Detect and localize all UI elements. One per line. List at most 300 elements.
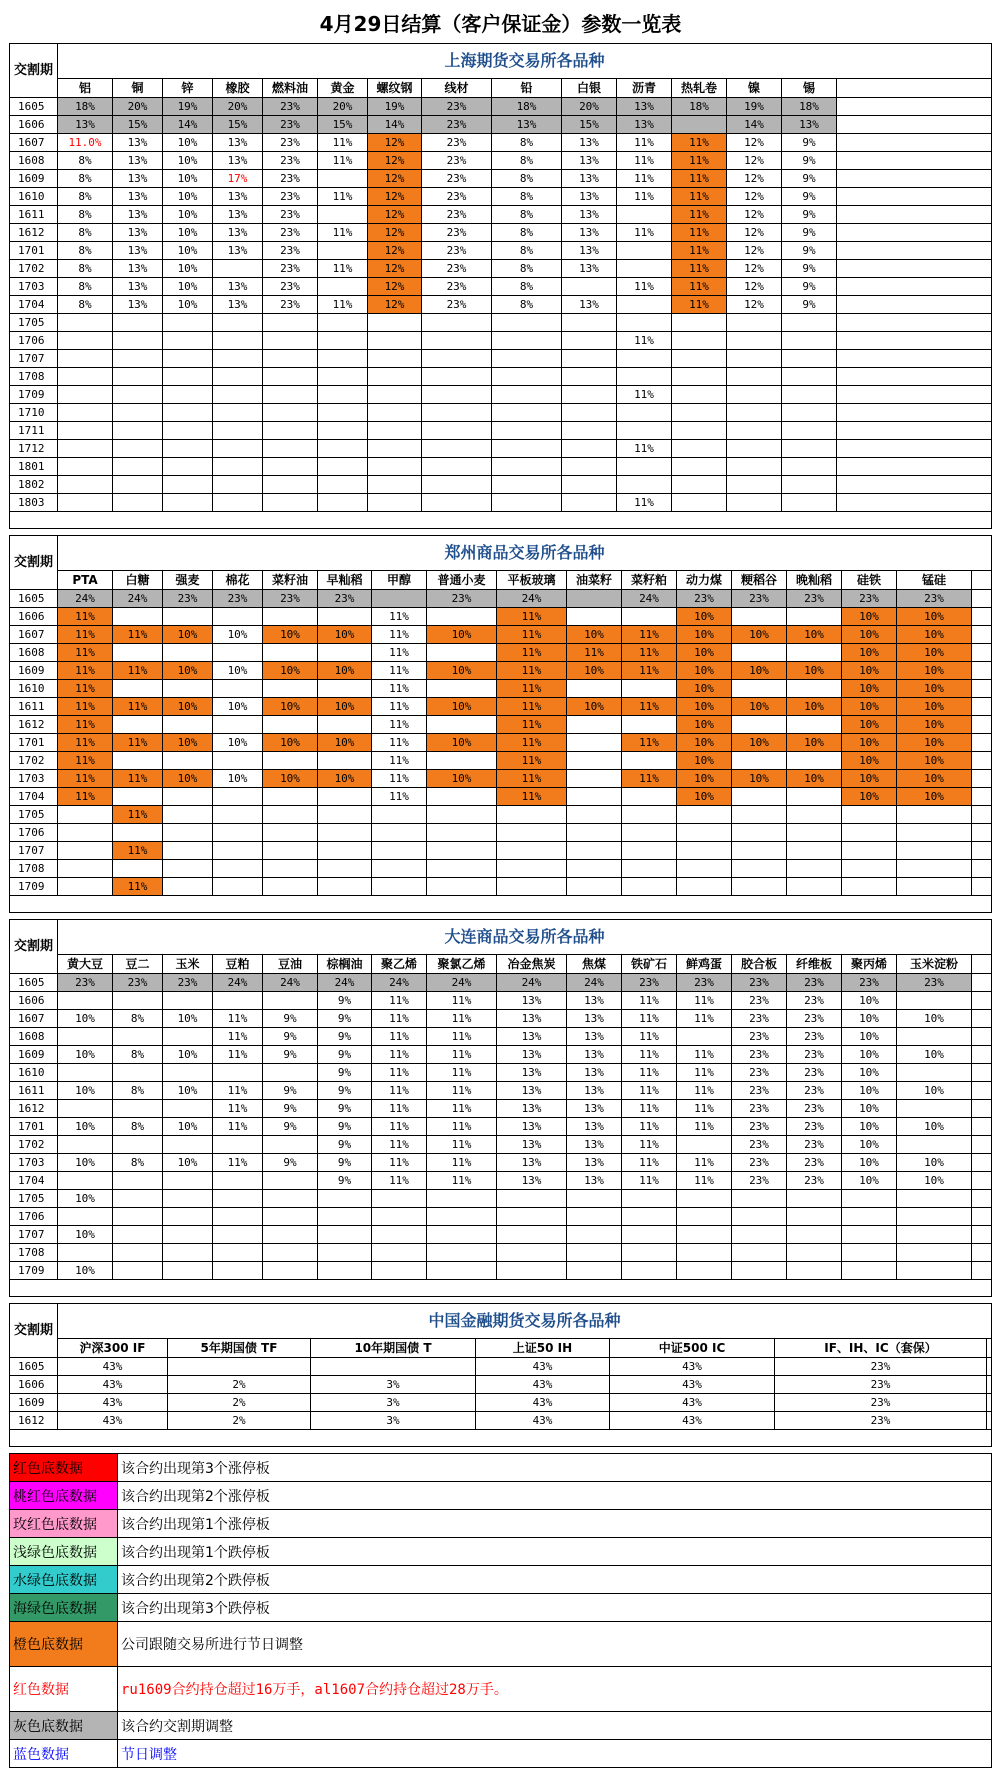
margin-cell (318, 608, 372, 626)
margin-cell (263, 440, 318, 458)
margin-cell: 13% (567, 1154, 622, 1172)
margin-cell (787, 842, 842, 860)
period-cell: 1702 (10, 260, 58, 278)
margin-cell (897, 1064, 972, 1082)
margin-cell: 23% (732, 1118, 787, 1136)
margin-cell (368, 440, 422, 458)
margin-cell: 13% (562, 260, 617, 278)
margin-cell: 10% (163, 734, 213, 752)
margin-cell: 10% (677, 716, 732, 734)
margin-cell: 10% (677, 698, 732, 716)
column-header: 强麦 (163, 571, 213, 590)
column-header: 白糖 (113, 571, 163, 590)
period-cell: 1709 (10, 386, 58, 404)
period-cell: 1609 (10, 662, 58, 680)
margin-cell (372, 1190, 427, 1208)
margin-cell (263, 1208, 318, 1226)
margin-cell: 13% (497, 1100, 567, 1118)
legend-label: 海绿色底数据 (10, 1594, 118, 1622)
margin-cell: 11% (427, 1172, 497, 1190)
margin-cell: 43% (476, 1358, 610, 1376)
margin-cell (567, 788, 622, 806)
margin-cell (732, 1244, 787, 1262)
section-title: 大连商品交易所各品种 (58, 920, 992, 955)
margin-cell (567, 716, 622, 734)
margin-cell: 23% (163, 974, 213, 992)
margin-cell: 13% (562, 296, 617, 314)
margin-cell: 23% (263, 152, 318, 170)
table-row (10, 1394, 992, 1412)
margin-cell (427, 860, 497, 878)
margin-cell (163, 332, 213, 350)
margin-cell (163, 1244, 213, 1262)
margin-cell (427, 788, 497, 806)
period-cell: 1702 (10, 752, 58, 770)
column-header: 菜籽粕 (622, 571, 677, 590)
margin-cell: 10% (842, 1118, 897, 1136)
margin-cell (213, 860, 263, 878)
column-header: 黄大豆 (58, 955, 113, 974)
table-row (10, 698, 992, 716)
margin-cell: 8% (58, 260, 113, 278)
spacer-row (10, 512, 992, 529)
margin-cell (318, 680, 372, 698)
margin-cell: 11% (372, 1136, 427, 1154)
margin-cell (58, 350, 113, 368)
margin-cell: 23% (263, 278, 318, 296)
margin-cell: 8% (58, 152, 113, 170)
period-cell: 1705 (10, 1190, 58, 1208)
filler-cell (837, 314, 992, 332)
table-row (10, 992, 992, 1010)
period-cell: 1606 (10, 1376, 58, 1394)
margin-cell: 11% (617, 224, 672, 242)
margin-cell: 10% (897, 1082, 972, 1100)
margin-cell (163, 1100, 213, 1118)
column-header: 晚籼稻 (787, 571, 842, 590)
margin-cell (677, 1190, 732, 1208)
margin-cell (622, 1244, 677, 1262)
margin-cell: 11% (622, 1100, 677, 1118)
period-cell: 1708 (10, 1244, 58, 1262)
margin-cell: 2% (168, 1376, 311, 1394)
margin-cell: 12% (368, 278, 422, 296)
margin-cell: 24% (113, 590, 163, 608)
margin-cell: 10% (677, 680, 732, 698)
margin-cell (372, 590, 427, 608)
margin-cell: 23% (787, 1028, 842, 1046)
margin-cell (213, 680, 263, 698)
filler-cell (972, 734, 992, 752)
margin-cell: 11% (497, 662, 567, 680)
margin-cell (787, 1244, 842, 1262)
period-cell: 1608 (10, 152, 58, 170)
margin-cell (311, 1358, 476, 1376)
legend-row (10, 1740, 992, 1768)
margin-cell: 13% (213, 134, 263, 152)
margin-cell (263, 458, 318, 476)
table-row (10, 134, 992, 152)
margin-cell (368, 404, 422, 422)
margin-cell: 12% (727, 134, 782, 152)
margin-cell (842, 860, 897, 878)
margin-cell: 9% (318, 1118, 372, 1136)
margin-cell: 10% (163, 134, 213, 152)
margin-cell (58, 422, 113, 440)
margin-cell: 9% (318, 1136, 372, 1154)
margin-cell (213, 476, 263, 494)
margin-cell (567, 608, 622, 626)
margin-cell (677, 878, 732, 896)
margin-cell (372, 878, 427, 896)
margin-cell: 10% (163, 242, 213, 260)
margin-cell: 23% (422, 260, 492, 278)
margin-cell (213, 878, 263, 896)
margin-cell: 13% (567, 1028, 622, 1046)
margin-cell (897, 1028, 972, 1046)
margin-cell: 11% (372, 1118, 427, 1136)
margin-cell (677, 824, 732, 842)
margin-cell (732, 608, 787, 626)
margin-cell: 9% (318, 1046, 372, 1064)
column-header: 白银 (562, 79, 617, 98)
margin-cell: 23% (163, 590, 213, 608)
margin-cell: 10% (732, 662, 787, 680)
margin-cell: 8% (58, 188, 113, 206)
margin-cell: 2% (168, 1412, 311, 1430)
margin-cell: 13% (497, 1064, 567, 1082)
margin-cell (427, 878, 497, 896)
margin-cell: 11% (58, 788, 113, 806)
margin-cell: 11% (113, 626, 163, 644)
legend-desc: 该合约出现第2个跌停板 (118, 1566, 992, 1594)
margin-cell (163, 1028, 213, 1046)
margin-cell (782, 458, 837, 476)
margin-cell: 11% (622, 1028, 677, 1046)
table-row (10, 1100, 992, 1118)
legend-label: 灰色底数据 (10, 1712, 118, 1740)
margin-cell: 13% (113, 242, 163, 260)
margin-cell: 10% (163, 698, 213, 716)
period-header: 交割期 (10, 920, 58, 974)
margin-cell: 11% (427, 1064, 497, 1082)
margin-cell (617, 404, 672, 422)
filler-cell (987, 1376, 992, 1394)
margin-cell: 9% (782, 134, 837, 152)
period-cell: 1709 (10, 878, 58, 896)
margin-cell: 18% (672, 98, 727, 116)
margin-cell: 11% (372, 1100, 427, 1118)
margin-cell (163, 458, 213, 476)
filler-cell (972, 1046, 992, 1064)
margin-cell (58, 842, 113, 860)
margin-cell: 11% (58, 752, 113, 770)
margin-cell (368, 386, 422, 404)
margin-cell (492, 494, 562, 512)
margin-cell (497, 1226, 567, 1244)
margin-cell (622, 608, 677, 626)
column-header: 胶合板 (732, 955, 787, 974)
margin-cell: 13% (497, 1136, 567, 1154)
margin-cell (318, 878, 372, 896)
margin-cell: 11% (677, 1010, 732, 1028)
margin-cell: 23% (787, 1064, 842, 1082)
margin-cell: 11.0% (58, 134, 113, 152)
margin-cell: 23% (897, 974, 972, 992)
column-header: 豆油 (263, 955, 318, 974)
margin-cell (58, 458, 113, 476)
filler-cell (972, 752, 992, 770)
legend-row (10, 1712, 992, 1740)
margin-cell: 10% (213, 770, 263, 788)
margin-cell (113, 386, 163, 404)
margin-cell (213, 644, 263, 662)
margin-cell: 8% (58, 224, 113, 242)
margin-cell (787, 644, 842, 662)
margin-cell: 23% (422, 152, 492, 170)
margin-cell: 10% (842, 662, 897, 680)
margin-cell: 10% (897, 1118, 972, 1136)
legend-desc: 该合约出现第1个跌停板 (118, 1538, 992, 1566)
legend-row (10, 1454, 992, 1482)
margin-cell (672, 404, 727, 422)
table-row (10, 422, 992, 440)
margin-cell: 20% (113, 98, 163, 116)
margin-cell (497, 842, 567, 860)
table-row (10, 494, 992, 512)
margin-cell (567, 1226, 622, 1244)
margin-cell (732, 788, 787, 806)
column-header: 菜籽油 (263, 571, 318, 590)
margin-cell: 10% (842, 1172, 897, 1190)
filler-cell (972, 788, 992, 806)
filler-cell (837, 152, 992, 170)
margin-cell (263, 476, 318, 494)
table-row (10, 152, 992, 170)
table-row (10, 1376, 992, 1394)
margin-cell: 11% (622, 1136, 677, 1154)
margin-cell: 12% (727, 260, 782, 278)
margin-cell (622, 680, 677, 698)
margin-cell: 11% (622, 1010, 677, 1028)
table-row (10, 332, 992, 350)
margin-cell: 11% (677, 1118, 732, 1136)
legend-desc: 该合约出现第2个涨停板 (118, 1482, 992, 1510)
margin-cell (787, 806, 842, 824)
margin-cell: 13% (113, 296, 163, 314)
margin-cell: 43% (58, 1394, 168, 1412)
margin-cell (727, 350, 782, 368)
margin-cell: 10% (732, 698, 787, 716)
margin-cell (622, 824, 677, 842)
margin-cell (567, 734, 622, 752)
margin-cell (213, 1244, 263, 1262)
filler-cell (837, 116, 992, 134)
margin-cell (782, 422, 837, 440)
margin-cell: 11% (497, 770, 567, 788)
margin-cell: 11% (372, 734, 427, 752)
filler-cell (837, 386, 992, 404)
section-title: 上海期货交易所各品种 (58, 44, 992, 79)
margin-cell (213, 1136, 263, 1154)
spacer-row (10, 1280, 992, 1297)
margin-cell: 23% (263, 98, 318, 116)
margin-cell (727, 404, 782, 422)
margin-cell: 11% (372, 992, 427, 1010)
period-cell: 1609 (10, 1046, 58, 1064)
margin-cell (617, 206, 672, 224)
filler-cell (972, 644, 992, 662)
margin-cell: 15% (318, 116, 368, 134)
margin-cell: 13% (567, 992, 622, 1010)
table-row (10, 1118, 992, 1136)
margin-cell (163, 608, 213, 626)
margin-cell: 23% (732, 1028, 787, 1046)
margin-cell (163, 1190, 213, 1208)
filler-cell (972, 1244, 992, 1262)
column-header: 动力煤 (677, 571, 732, 590)
margin-cell: 10% (427, 626, 497, 644)
margin-cell: 15% (213, 116, 263, 134)
margin-cell (213, 752, 263, 770)
margin-cell: 9% (263, 1100, 318, 1118)
margin-cell (213, 494, 263, 512)
margin-cell (213, 1064, 263, 1082)
margin-cell: 10% (213, 626, 263, 644)
margin-cell: 10% (263, 626, 318, 644)
period-cell: 1611 (10, 698, 58, 716)
margin-cell: 11% (58, 716, 113, 734)
column-header: 冶金焦炭 (497, 955, 567, 974)
margin-cell: 23% (422, 296, 492, 314)
margin-cell (263, 824, 318, 842)
margin-cell: 24% (213, 974, 263, 992)
margin-cell (372, 842, 427, 860)
margin-cell (497, 824, 567, 842)
legend-desc: 该合约出现第3个涨停板 (118, 1454, 992, 1482)
margin-cell: 23% (263, 134, 318, 152)
margin-cell: 13% (497, 1082, 567, 1100)
margin-cell: 11% (617, 170, 672, 188)
margin-cell (318, 314, 368, 332)
margin-cell: 8% (492, 224, 562, 242)
margin-cell: 23% (897, 590, 972, 608)
margin-cell: 11% (427, 1100, 497, 1118)
margin-cell: 11% (622, 662, 677, 680)
margin-cell (368, 494, 422, 512)
margin-cell (58, 1028, 113, 1046)
margin-cell (58, 368, 113, 386)
filler-cell (972, 1208, 992, 1226)
margin-cell (368, 422, 422, 440)
column-header: 黄金 (318, 79, 368, 98)
margin-cell (677, 842, 732, 860)
filler-cell (972, 806, 992, 824)
margin-cell (113, 422, 163, 440)
margin-cell: 10% (842, 1064, 897, 1082)
margin-cell (422, 494, 492, 512)
period-cell: 1606 (10, 608, 58, 626)
filler-cell (972, 608, 992, 626)
column-header: PTA (58, 571, 113, 590)
margin-cell (163, 1172, 213, 1190)
margin-cell (567, 1190, 622, 1208)
margin-cell: 10% (842, 734, 897, 752)
table-row (10, 662, 992, 680)
margin-cell: 8% (492, 206, 562, 224)
margin-cell (318, 716, 372, 734)
margin-cell: 12% (368, 260, 422, 278)
table-row (10, 1154, 992, 1172)
margin-cell: 11% (213, 1154, 263, 1172)
margin-cell: 11% (622, 1064, 677, 1082)
margin-cell: 23% (113, 974, 163, 992)
margin-cell: 11% (113, 806, 163, 824)
margin-cell (842, 1262, 897, 1280)
margin-cell (897, 1226, 972, 1244)
margin-cell (497, 878, 567, 896)
column-filler (987, 1339, 992, 1358)
margin-cell (318, 494, 368, 512)
margin-cell (787, 1208, 842, 1226)
margin-cell: 10% (163, 152, 213, 170)
margin-cell: 10% (842, 1028, 897, 1046)
legend-label: 红色底数据 (10, 1454, 118, 1482)
margin-cell: 12% (727, 278, 782, 296)
margin-cell (113, 1208, 163, 1226)
margin-cell: 11% (372, 1064, 427, 1082)
table-row (10, 1010, 992, 1028)
margin-cell: 11% (58, 770, 113, 788)
table-row (10, 734, 992, 752)
margin-cell: 19% (163, 98, 213, 116)
margin-cell (372, 806, 427, 824)
margin-cell: 10% (213, 698, 263, 716)
margin-cell (842, 806, 897, 824)
margin-cell: 20% (213, 98, 263, 116)
margin-cell (113, 1100, 163, 1118)
margin-cell: 10% (897, 698, 972, 716)
margin-cell: 11% (622, 1118, 677, 1136)
margin-cell (427, 752, 497, 770)
margin-cell (422, 368, 492, 386)
margin-cell: 10% (897, 626, 972, 644)
margin-cell: 10% (318, 734, 372, 752)
margin-cell (492, 368, 562, 386)
margin-cell (163, 878, 213, 896)
margin-cell: 18% (492, 98, 562, 116)
margin-cell: 43% (58, 1412, 168, 1430)
filler-cell (837, 422, 992, 440)
margin-cell: 9% (318, 1028, 372, 1046)
margin-cell (163, 788, 213, 806)
margin-cell: 10% (163, 278, 213, 296)
margin-cell: 11% (213, 1118, 263, 1136)
margin-cell (622, 1208, 677, 1226)
margin-cell (782, 476, 837, 494)
margin-cell (58, 1172, 113, 1190)
table-row (10, 1208, 992, 1226)
margin-cell: 11% (372, 1010, 427, 1028)
period-cell: 1803 (10, 494, 58, 512)
spacer-row (10, 1430, 992, 1447)
margin-cell: 3% (311, 1394, 476, 1412)
margin-cell (492, 314, 562, 332)
margin-cell: 43% (58, 1358, 168, 1376)
legend-desc: ru1609合约持仓超过16万手，al1607合约持仓超过28万手。 (118, 1667, 992, 1712)
margin-cell: 10% (163, 224, 213, 242)
margin-cell: 24% (497, 590, 567, 608)
